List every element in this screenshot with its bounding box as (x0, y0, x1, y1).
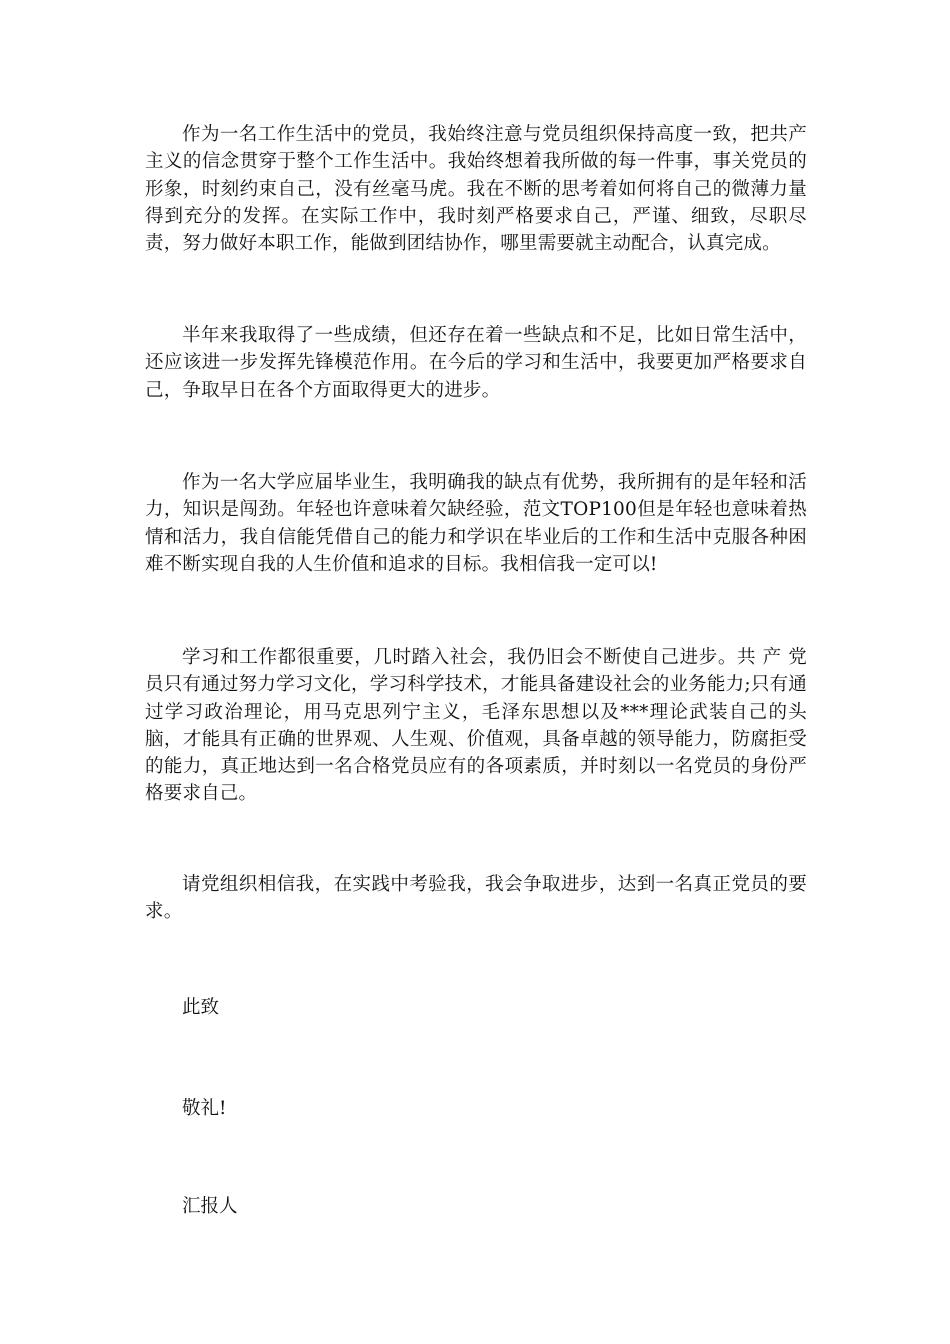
paragraph-study-and-work: 学习和工作都很重要，几时踏入社会，我仍旧会不断使自己进步。共 产 党员只有通过努力学习文化，学习科学技术，才能具备建设社会的业务能力;只有通过学习政治理论，用马克思列宁主义，毛泽东思想以及***理论武装自己的头脑，才能具有正确的世界观、人生观、价值观，具备卓越的领导能力，防腐拒受的能力，真正地达到一名合格党员应有的各项素质，并时刻以一名党员的身份严格要求自己。 (145, 647, 807, 805)
paragraph-half-year-summary: 半年来我取得了一些成绩，但还存在着一些缺点和不足，比如日常生活中，还应该进一步发挥先锋模范作用。在今后的学习和生活中，我要更加严格要求自己，争取早日在各个方面取得更大的进步。 (145, 325, 807, 401)
closing-salutation: 此致 (182, 997, 220, 1018)
paragraph-party-member-conduct: 作为一名工作生活中的党员，我始终注意与党员组织保持高度一致，把共产主义的信念贯穿于整个工作生活中。我始终想着我所做的每一件事，事关党员的形象，时刻约束自己，没有丝毫马虎。我在不断的思考着如何将自己的微薄力量得到充分的发挥。在实际工作中，我时刻严格要求自己，严谨、细致，尽职尽责，努力做好本职工作，能做到团结协作，哪里需要就主动配合，认真完成。 (145, 124, 807, 255)
reporter-label: 汇报人 (182, 1196, 238, 1217)
paragraph-request-to-party: 请党组织相信我，在实践中考验我，我会争取进步，达到一名真正党员的要求。 (145, 874, 807, 923)
closing-respect: 敬礼! (182, 1098, 227, 1119)
paragraph-graduate-self-assessment: 作为一名大学应届毕业生，我明确我的缺点有优势，我所拥有的是年轻和活力，知识是闯劲。年轻也许意味着欠缺经验，范文TOP100但是年轻也意味着热情和活力，我自信能凭借自己的能力和学识在毕业后的工作和生活中克服各种困难不断实现自我的人生价值和追求的目标。我相信我一定可以! (145, 472, 807, 575)
